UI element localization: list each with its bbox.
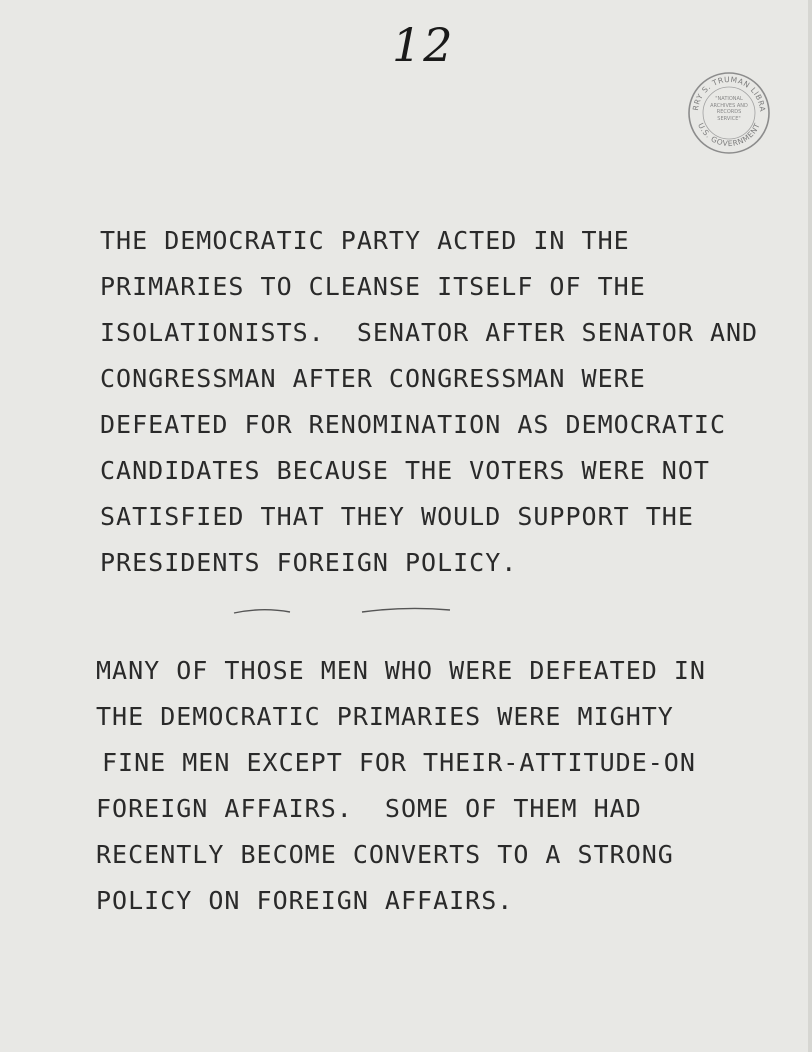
text-line: SATISFIED THAT THEY WOULD SUPPORT THE	[100, 502, 694, 531]
text-line: CONGRESSMAN AFTER CONGRESSMAN WERE	[100, 364, 646, 393]
separator-mark	[360, 604, 452, 618]
text-line: POLICY ON FOREIGN AFFAIRS.	[96, 886, 514, 915]
text-line: PRIMARIES TO CLEANSE ITSELF OF THE	[100, 272, 646, 301]
text-line: CANDIDATES BECAUSE THE VOTERS WERE NOT	[100, 456, 710, 485]
text-line: THE DEMOCRATIC PRIMARIES WERE MIGHTY	[96, 702, 674, 731]
text-line: ISOLATIONISTS. SENATOR AFTER SENATOR AND	[100, 318, 759, 347]
text-line: FOREIGN AFFAIRS. SOME OF THEM HAD	[96, 794, 642, 823]
stamp-top-text: RRY S. TRUMAN LIBRA	[691, 74, 768, 113]
text-line: RECENTLY BECOME CONVERTS TO A STRONG	[96, 840, 674, 869]
text-line: FINE MEN EXCEPT FOR THEIR-ATTITUDE-ON	[102, 748, 696, 777]
archive-stamp-icon	[686, 70, 772, 156]
page-edge	[808, 0, 812, 1052]
paragraph-2	[96, 648, 706, 924]
archive-stamp	[686, 70, 772, 156]
paragraph-1	[100, 218, 758, 586]
text-line: PRESIDENTS FOREIGN POLICY.	[100, 548, 518, 577]
text-line: THE DEMOCRATIC PARTY ACTED IN THE	[100, 226, 630, 255]
stamp-bottom-text: U.S. GOVERNMENT	[696, 121, 762, 149]
stamp-center-text: "NATIONAL ARCHIVES AND RECORDS SERVICE"	[710, 96, 748, 122]
text-line: DEFEATED FOR RENOMINATION AS DEMOCRATIC	[100, 410, 726, 439]
separator-mark	[232, 604, 292, 618]
page-number: 12	[392, 18, 455, 72]
text-line: MANY OF THOSE MEN WHO WERE DEFEATED IN	[96, 656, 706, 685]
